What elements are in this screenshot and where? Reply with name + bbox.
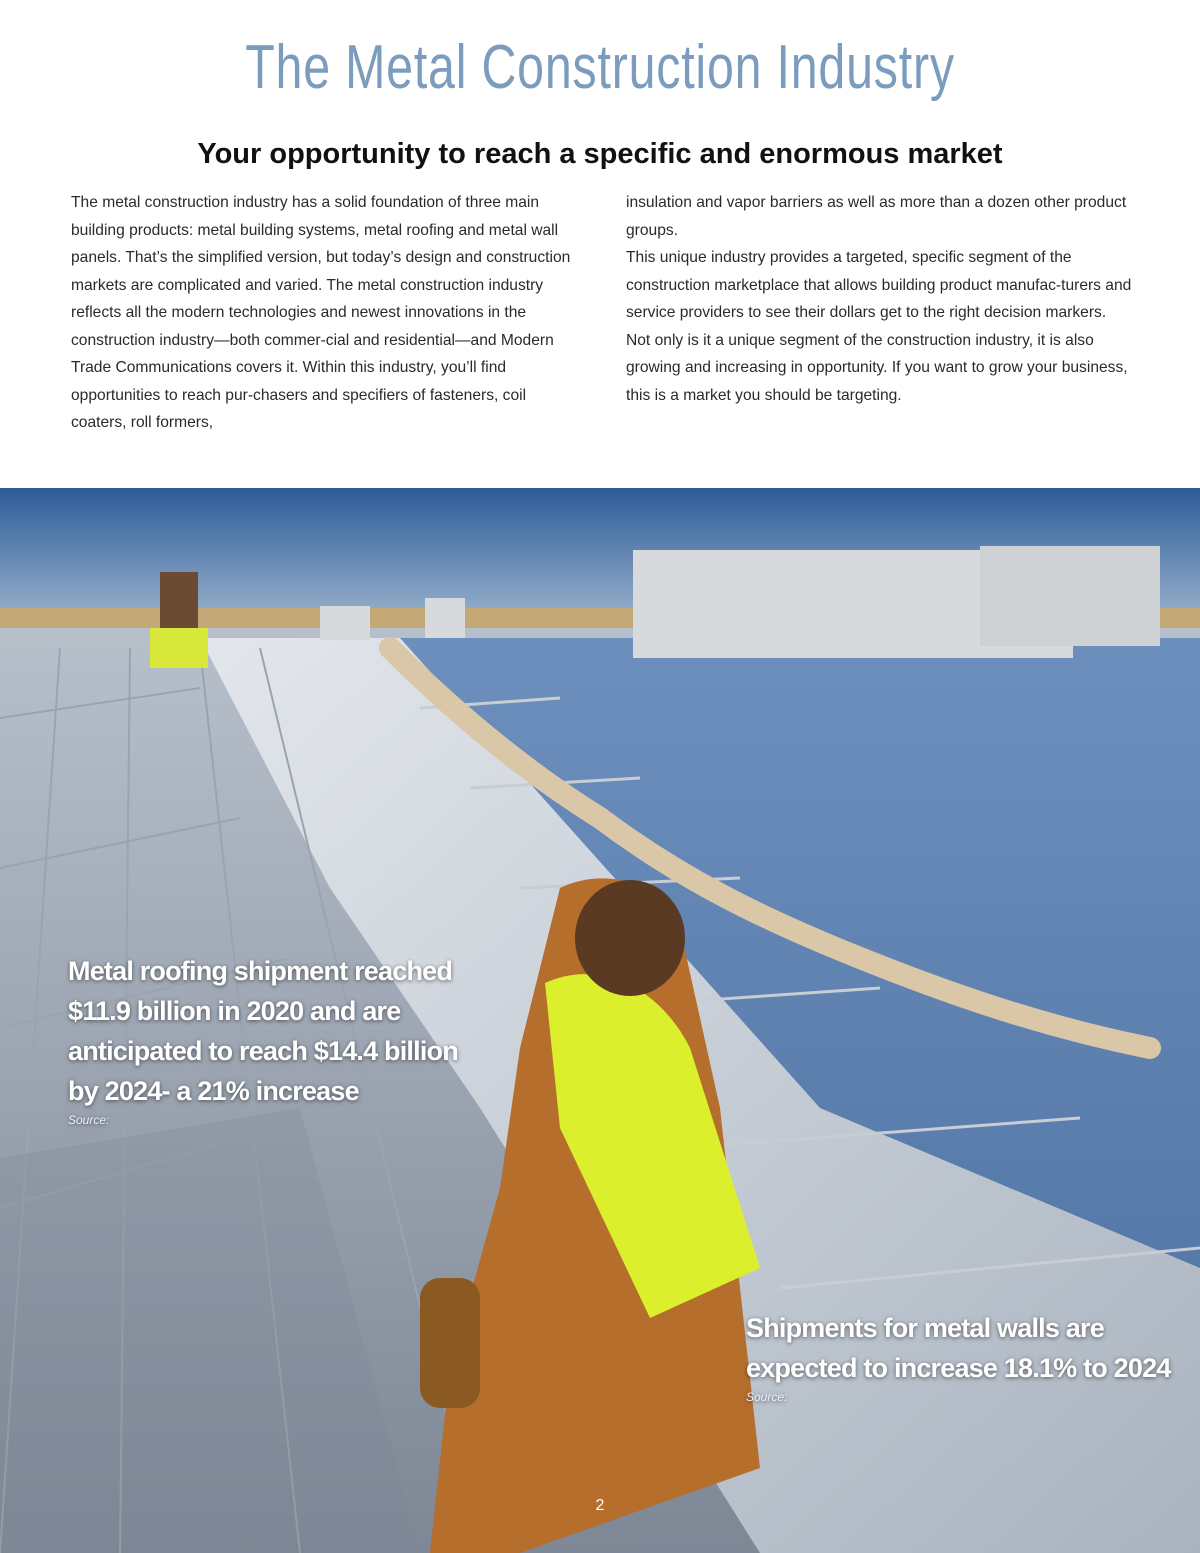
body-paragraph: insulation and vapor barriers as well as more than a dozen other product groups. (626, 194, 1127, 239)
body-paragraph: This unique industry provides a targeted, specific segment of the construction marketplace that allows building product manufac-turers and service providers to see their dollars get to the right decision markers. (626, 249, 1132, 321)
body-column-left (71, 189, 581, 437)
page-title: The Metal Construction Industry (245, 33, 955, 102)
walls-stat-source: Source: (746, 1390, 788, 1404)
page-number: 2 (595, 1497, 605, 1514)
roofing-stat-callout (68, 951, 488, 1127)
roofing-stat-text: Metal roofing shipment reached $11.9 billion in 2020 and are anticipated to reach $14.4 billion by 2024- a 21% increase (68, 956, 458, 1106)
walls-stat-text: Shipments for metal walls are expected to increase 18.1% to 2024 (746, 1313, 1171, 1383)
walls-stat-callout (746, 1308, 1186, 1404)
roofing-stat-source: Source: (68, 1113, 110, 1127)
body-paragraph: Not only is it a unique segment of the construction industry, it is also growing and increasing in opportunity. If you want to grow your business, this is a market you should be targeting. (626, 331, 1128, 404)
page-subtitle: Your opportunity to reach a specific and enormous market (197, 138, 1003, 170)
body-paragraph: The metal construction industry has a solid foundation of three main building products: metal building systems, metal roofing and metal wall panels. That’s the simplified version, but today’s design and construction markets are complicated and varied. The metal construction industry reflects all the modern technologies and newest innovations in the construction industry—both commer-cial and residential—and Modern Trade Communications covers it. Within this industry, you’ll find opportunities to reach pur-chasers and specifiers of fasteners, coil coaters, roll formers, (71, 194, 571, 431)
body-column-right (626, 189, 1136, 409)
